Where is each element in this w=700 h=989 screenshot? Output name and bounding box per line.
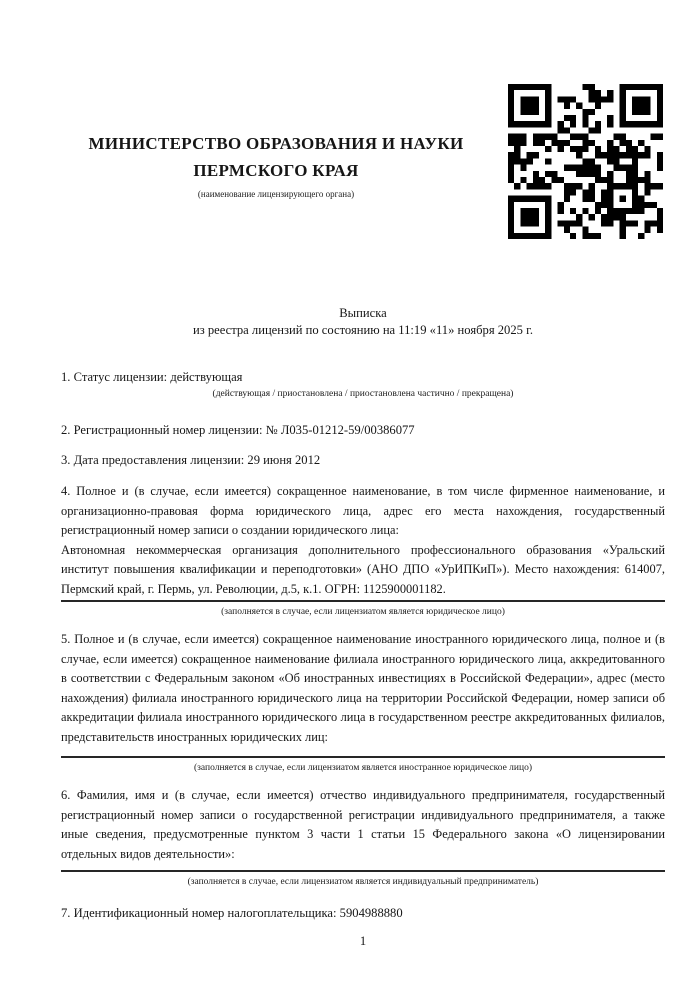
item-3-license-date: 3. Дата предоставления лицензии: 29 июня 2012 bbox=[61, 453, 321, 467]
document-title bbox=[61, 305, 665, 339]
item-4-underline bbox=[61, 600, 665, 602]
title-line1: Выписка bbox=[339, 306, 387, 320]
item-4-label: 4. Полное и (в случае, если имеется) сокращенное наименование, в том числе фирменное наименование, и организационно-правовая форма юридического лица, адрес его места нахождения, государственный регистрационный номер записи о создании юридического лица: bbox=[61, 484, 665, 537]
title-line2: из реестра лицензий по состоянию на 11:19 «11» ноября 2025 г. bbox=[192, 323, 533, 337]
item-4-legal-entity bbox=[61, 482, 665, 599]
item-1-caption: (действующая / приостановлена / приостановлена частично / прекращена) bbox=[212, 389, 514, 399]
item-5-caption: (заполняется в случае, если лицензиатом является иностранное юридическое лицо) bbox=[194, 763, 532, 773]
item-5-underline bbox=[61, 756, 665, 758]
item-4-caption: (заполняется в случае, если лицензиатом является юридическое лицо) bbox=[221, 607, 505, 617]
item-6-caption: (заполняется в случае, если лицензиатом является индивидуальный предприниматель) bbox=[187, 877, 539, 887]
ministry-name-line2: ПЕРМСКОГО КРАЯ bbox=[193, 161, 359, 180]
item-6-individual-entrepreneur: 6. Фамилия, имя и (в случае, если имеется) отчество индивидуального предпринимателя, государственный регистрационный номер записи о государственной регистрации индивидуального предпринимателя, а также иные сведения, предусмотренные пунктом 3 части 1 статьи 15 Федерального закона «О лицензировании отдельных видов деятельности»: bbox=[61, 788, 665, 861]
page-number: 1 bbox=[359, 934, 367, 948]
item-2-registration-number: 2. Регистрационный номер лицензии: № Л035-01212-59/00386077 bbox=[61, 423, 415, 437]
item-5-foreign-entity: 5. Полное и (в случае, если имеется) сокращенное наименование иностранного юридического лица, полное и (в случае, если имеется) сокращенное наименование филиала иностранного юридического лица, аккредитованного в соответствии с Федеральным законом «Об иностранных инвестициях в Российской Федерации», адрес (место нахождения) филиала иностранного юридического лица на территории Российской Федерации, номер записи об аккредитации филиала иностранного юридического лица в государственном реестре аккредитованных филиалов, представительств иностранных юридических лиц: bbox=[61, 632, 665, 744]
licensing-authority-caption: (наименование лицензирующего органа) bbox=[197, 189, 355, 199]
item-7-taxpayer-number: 7. Идентификационный номер налогоплательщика: 5904988880 bbox=[61, 906, 403, 920]
item-1-license-status: 1. Статус лицензии: действующая bbox=[61, 370, 243, 384]
item-4-value: Автономная некоммерческая организация дополнительного профессионального образования «Уральский институт повышения квалификации и переподготовки» (АНО ДПО «УрИПКиП»). Место нахождения: 614007, Пермский край, г. Пермь, ул. Революции, д.5, к.1. ОГРН: 1125900001182. bbox=[61, 542, 665, 596]
ministry-name-line1: МИНИСТЕРСТВО ОБРАЗОВАНИЯ И НАУКИ bbox=[88, 134, 464, 153]
document-body bbox=[61, 0, 665, 948]
item-6-underline bbox=[61, 870, 665, 872]
